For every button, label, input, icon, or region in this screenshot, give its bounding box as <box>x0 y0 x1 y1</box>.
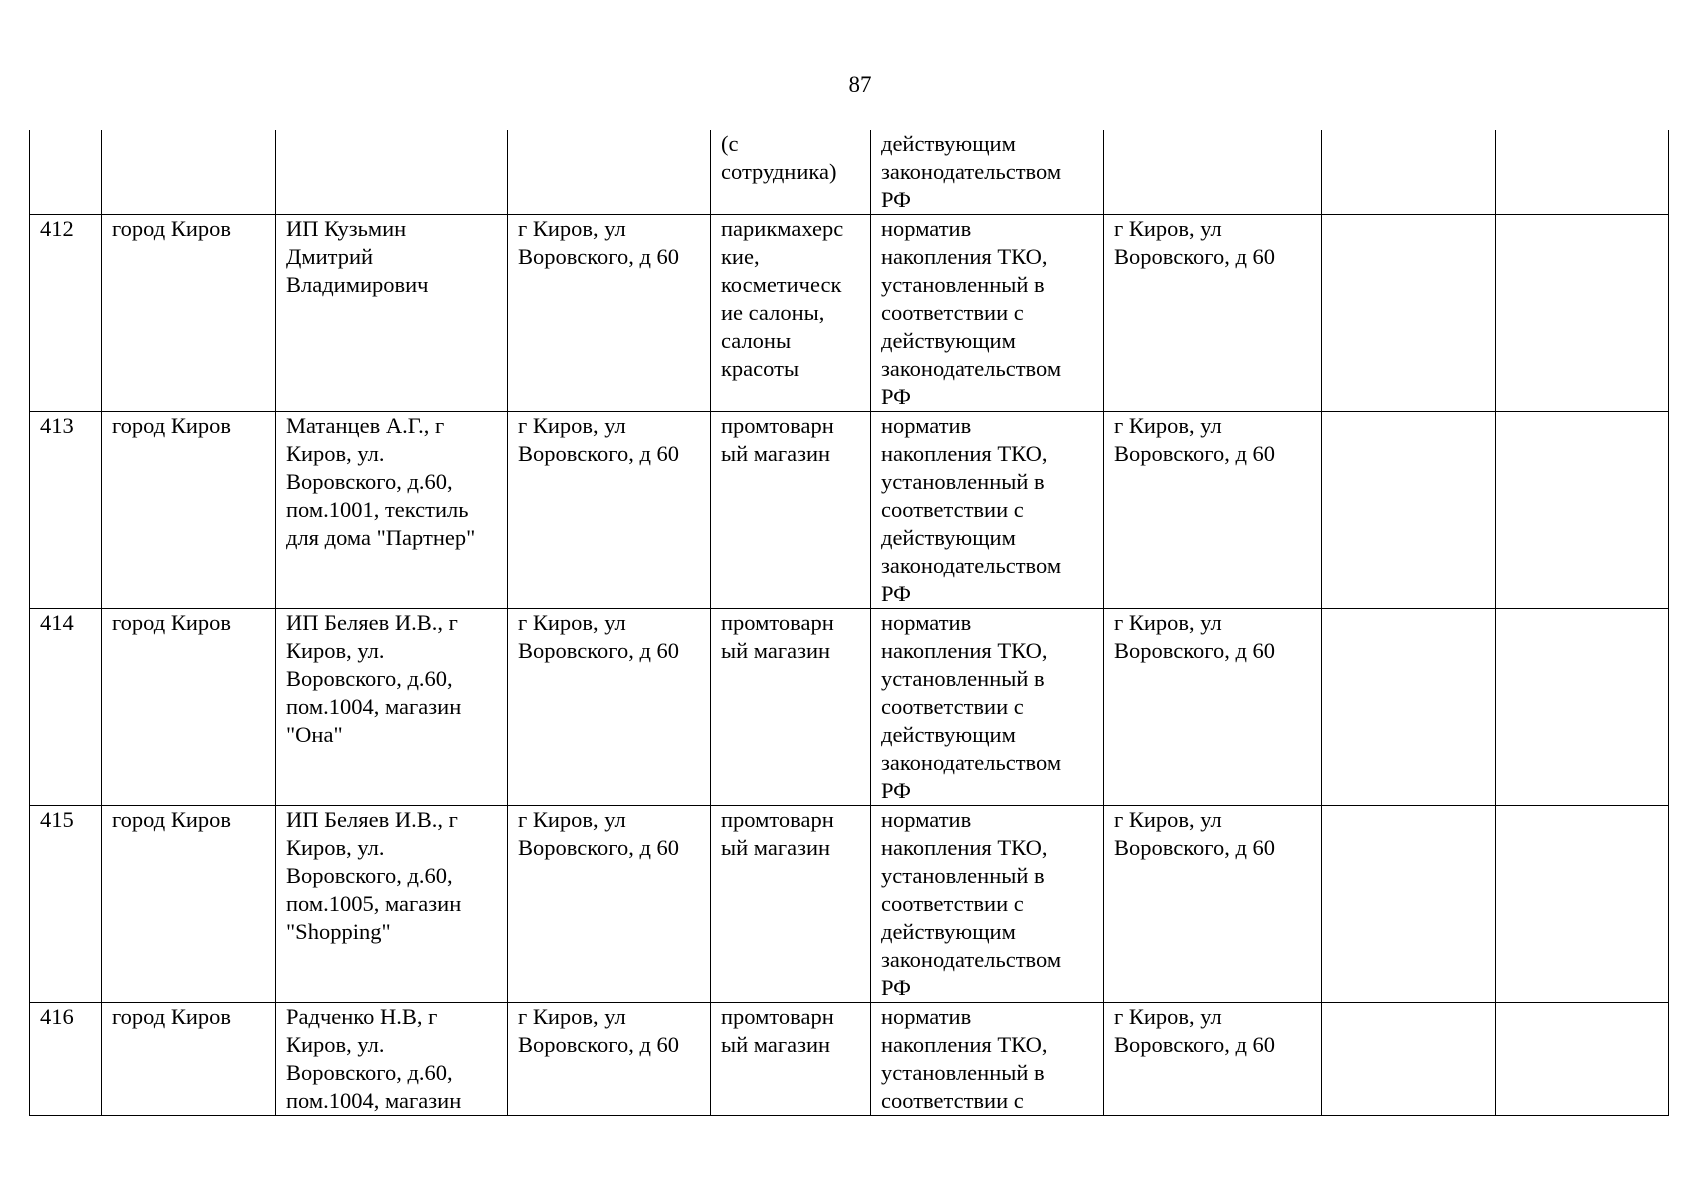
cell-extra-1 <box>1322 412 1496 609</box>
cell-address <box>508 130 711 215</box>
cell-number: 415 <box>30 806 102 1003</box>
table-row <box>30 412 1669 609</box>
cell-site: г Киров, ул Воровского, д 60 <box>1104 412 1322 609</box>
cell-name <box>276 130 508 215</box>
cell-name: Матанцев А.Г., г Киров, ул. Воровского, д.60, пом.1001, текстиль для дома "Партнер" <box>276 412 508 609</box>
cell-address: г Киров, ул Воровского, д 60 <box>508 412 711 609</box>
table-row <box>30 1003 1669 1116</box>
table-row <box>30 609 1669 806</box>
cell-address: г Киров, ул Воровского, д 60 <box>508 1003 711 1116</box>
cell-extra-2 <box>1496 806 1669 1003</box>
page-number: 87 <box>848 72 872 97</box>
cell-extra-2 <box>1496 1003 1669 1116</box>
cell-category: промтоварн ый магазин <box>711 806 871 1003</box>
cell-locality <box>102 130 276 215</box>
cell-site <box>1104 130 1322 215</box>
cell-extra-1 <box>1322 609 1496 806</box>
table-row <box>30 806 1669 1003</box>
cell-extra-1 <box>1322 806 1496 1003</box>
cell-norm: действующим законодательством РФ <box>871 130 1104 215</box>
cell-site: г Киров, ул Воровского, д 60 <box>1104 1003 1322 1116</box>
cell-extra-1 <box>1322 1003 1496 1116</box>
cell-category: промтоварн ый магазин <box>711 412 871 609</box>
cell-extra-1 <box>1322 130 1496 215</box>
cell-norm: норматив накопления ТКО, установленный в соответствии с действующим законодательством РФ <box>871 412 1104 609</box>
cell-norm: норматив накопления ТКО, установленный в соответствии с действующим законодательством РФ <box>871 609 1104 806</box>
cell-locality: город Киров <box>102 412 276 609</box>
cell-norm: норматив накопления ТКО, установленный в соответствии с действующим законодательством РФ <box>871 806 1104 1003</box>
cell-site: г Киров, ул Воровского, д 60 <box>1104 609 1322 806</box>
cell-number: 416 <box>30 1003 102 1116</box>
cell-site: г Киров, ул Воровского, д 60 <box>1104 806 1322 1003</box>
cell-number <box>30 130 102 215</box>
cell-norm: норматив накопления ТКО, установленный в соответствии с действующим законодательством РФ <box>871 215 1104 412</box>
cell-address: г Киров, ул Воровского, д 60 <box>508 609 711 806</box>
cell-extra-2 <box>1496 412 1669 609</box>
cell-address: г Киров, ул Воровского, д 60 <box>508 806 711 1003</box>
cell-locality: город Киров <box>102 806 276 1003</box>
cell-extra-2 <box>1496 215 1669 412</box>
cell-category: парикмахерс кие, косметическ ие салоны, салоны красоты <box>711 215 871 412</box>
registry-table <box>29 130 1669 1116</box>
cell-number: 412 <box>30 215 102 412</box>
cell-extra-2 <box>1496 130 1669 215</box>
cell-extra-1 <box>1322 215 1496 412</box>
cell-number: 414 <box>30 609 102 806</box>
table-row <box>30 215 1669 412</box>
cell-number: 413 <box>30 412 102 609</box>
cell-category: промтоварн ый магазин <box>711 1003 871 1116</box>
cell-site: г Киров, ул Воровского, д 60 <box>1104 215 1322 412</box>
table-row-continuation <box>30 130 1669 215</box>
cell-locality: город Киров <box>102 609 276 806</box>
cell-name: ИП Беляев И.В., г Киров, ул. Воровского, д.60, пом.1004, магазин "Она" <box>276 609 508 806</box>
cell-name: Радченко Н.В, г Киров, ул. Воровского, д.60, пом.1004, магазин <box>276 1003 508 1116</box>
cell-extra-2 <box>1496 609 1669 806</box>
cell-norm: норматив накопления ТКО, установленный в соответствии с <box>871 1003 1104 1116</box>
cell-address: г Киров, ул Воровского, д 60 <box>508 215 711 412</box>
cell-name: ИП Беляев И.В., г Киров, ул. Воровского, д.60, пом.1005, магазин "Shopping" <box>276 806 508 1003</box>
cell-name: ИП Кузьмин Дмитрий Владимирович <box>276 215 508 412</box>
cell-category: промтоварн ый магазин <box>711 609 871 806</box>
cell-locality: город Киров <box>102 1003 276 1116</box>
cell-locality: город Киров <box>102 215 276 412</box>
cell-category: (с сотрудника) <box>711 130 871 215</box>
